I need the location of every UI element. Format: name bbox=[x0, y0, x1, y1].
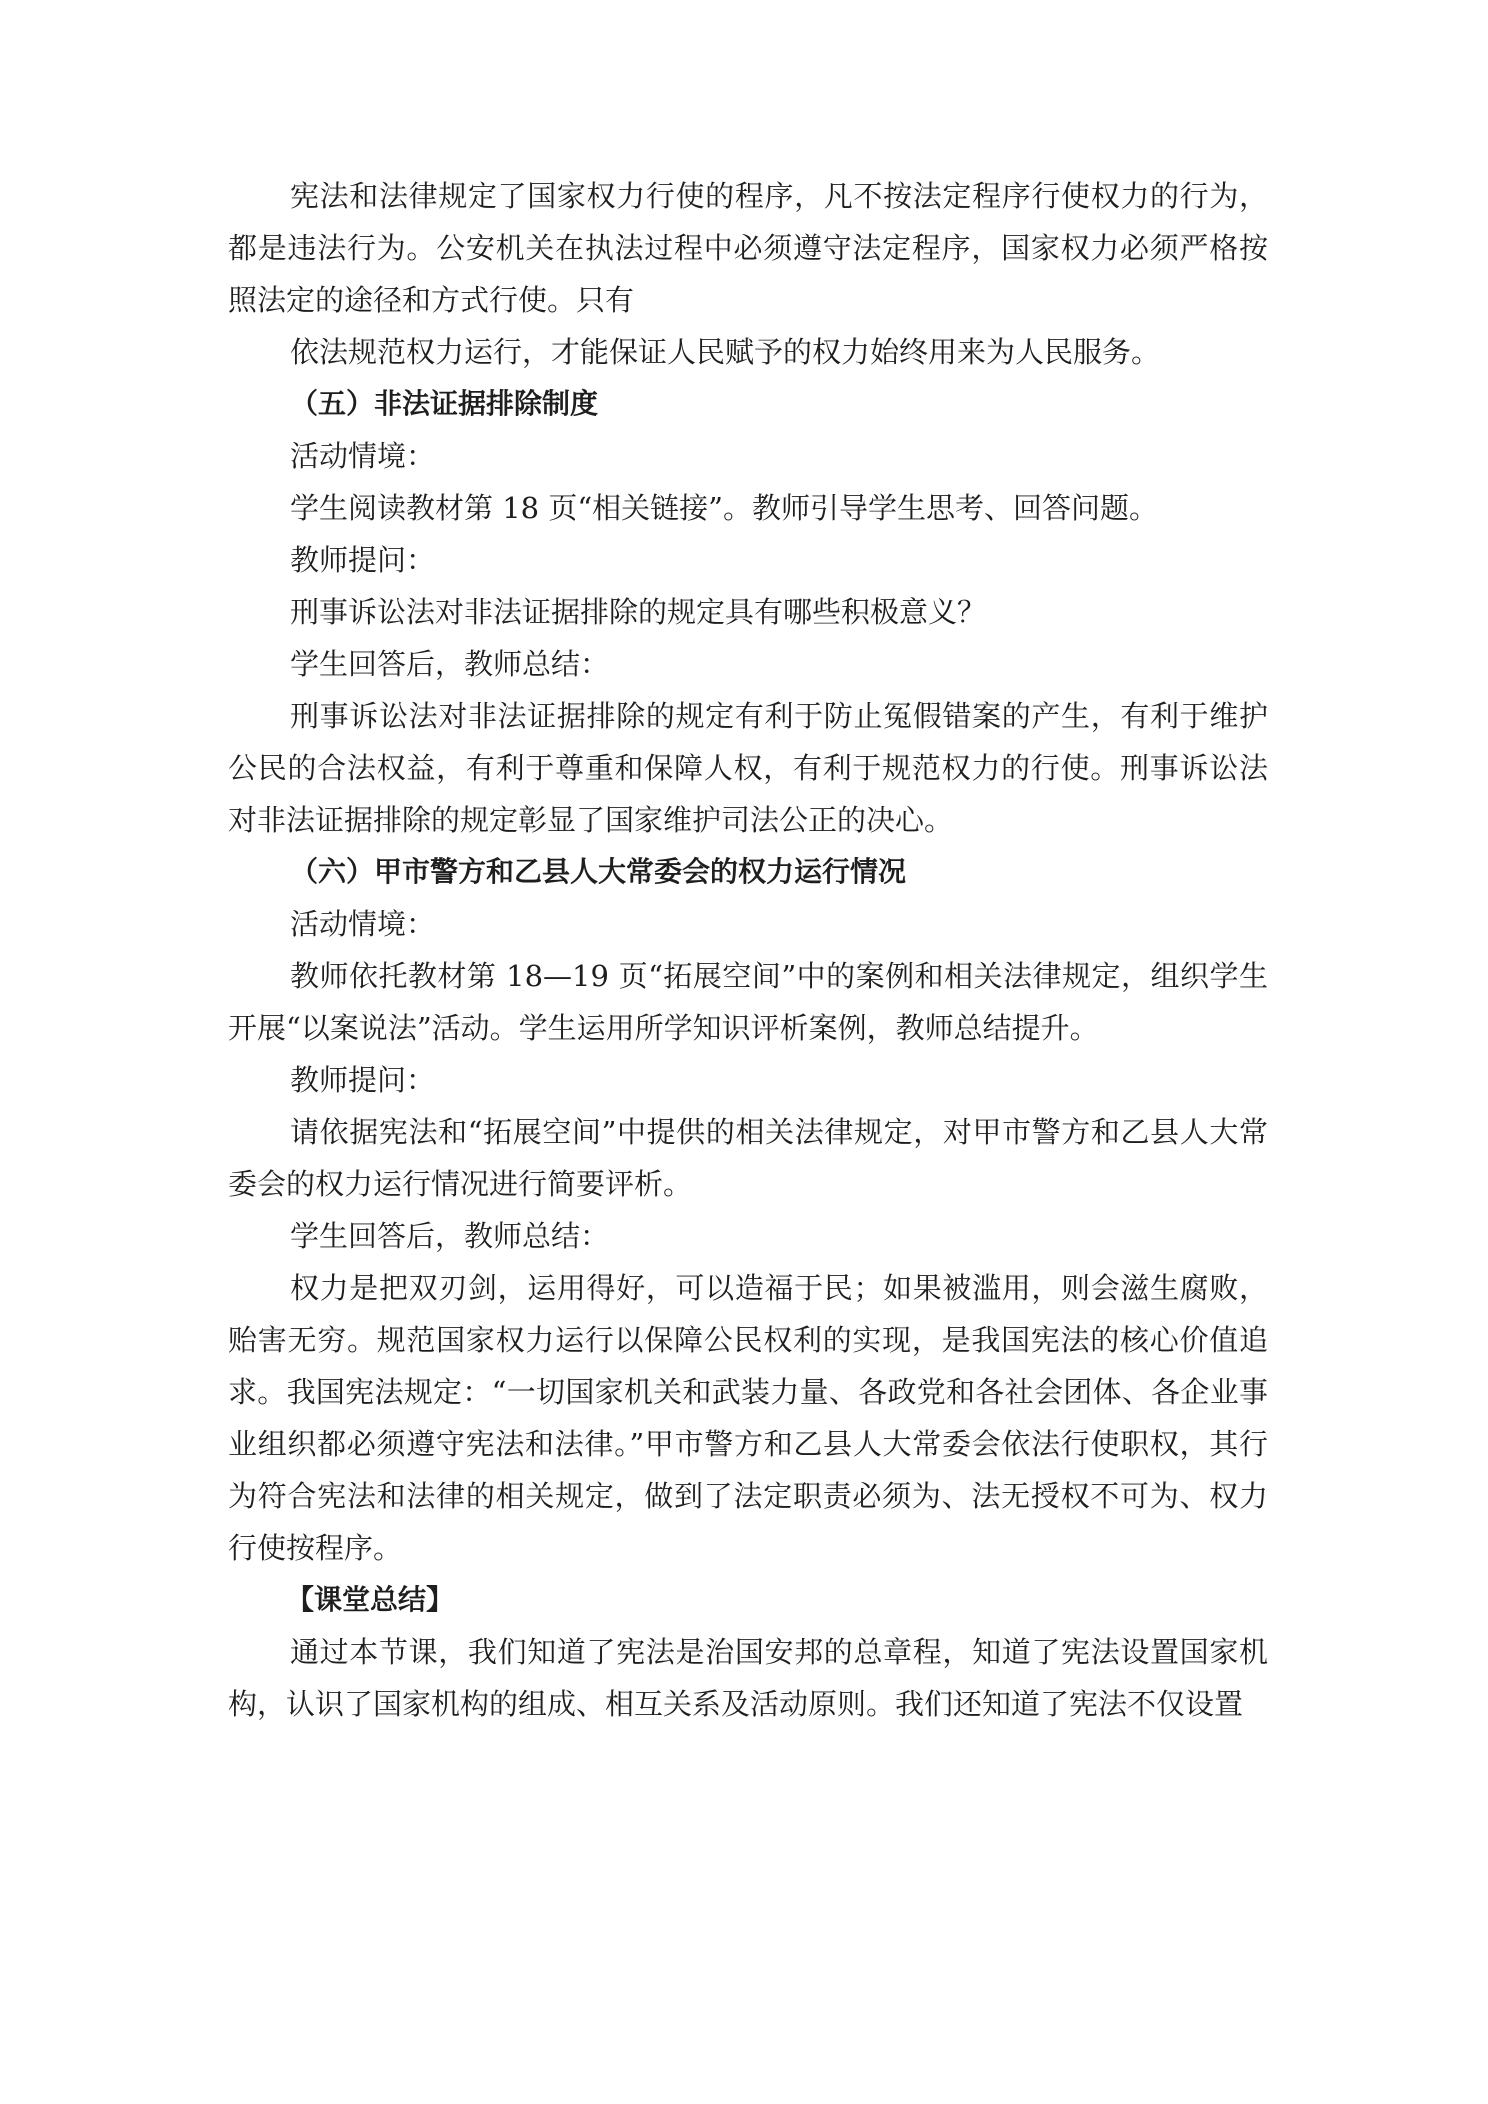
class-summary-text: 通过本节课，我们知道了宪法是治国安邦的总章程，知道了宪法设置国家机构，认识了国家机构的组成、相互关系及活动原则。我们还知道了宪法不仅设置 bbox=[228, 1635, 1268, 1721]
summary-label: 学生回答后，教师总结： bbox=[290, 647, 610, 681]
paragraph-procedure: 宪法和法律规定了国家权力行使的程序，凡不按法定程序行使权力的行为，都是违法行为。公安机关在执法过程中必须遵守法定程序，国家权力必须严格按照法定的途径和方式行使。只有 bbox=[228, 179, 1268, 317]
activity-label: 活动情境： bbox=[290, 907, 436, 941]
document-body bbox=[228, 170, 1268, 1730]
teacher-question-label: 教师提问： bbox=[290, 543, 436, 577]
activity-description: 教师依托教材第 18—19 页“拓展空间”中的案例和相关法律规定，组织学生开展“以案说法”活动。学生运用所学知识评析案例，教师总结提升。 bbox=[228, 959, 1268, 1045]
paragraph-procedure-continued: 依法规范权力运行，才能保证人民赋予的权力始终用来为人民服务。 bbox=[290, 335, 1161, 369]
summary-text: 权力是把双刃剑，运用得好，可以造福于民；如果被滥用，则会滋生腐败，贻害无穷。规范国家权力运行以保障公民权利的实现，是我国宪法的核心价值追求。我国宪法规定：“一切国家机关和武装力量、各政党和各社会团体、各企业事业组织都必须遵守宪法和法律。”甲市警方和乙县人大常委会依法行使职权，其行为符合宪法和法律的相关规定，做到了法定职责必须为、法无授权不可为、权力行使按程序。 bbox=[228, 1271, 1268, 1565]
activity-label: 活动情境： bbox=[290, 439, 436, 473]
section-heading-5: （五）非法证据排除制度 bbox=[290, 387, 599, 420]
class-summary-heading: 【课堂总结】 bbox=[286, 1583, 455, 1616]
teacher-question: 请依据宪法和“拓展空间”中提供的相关法律规定，对甲市警方和乙县人大常委会的权力运行情况进行简要评析。 bbox=[228, 1115, 1268, 1201]
activity-description: 学生阅读教材第 18 页“相关链接”。教师引导学生思考、回答问题。 bbox=[290, 491, 1158, 525]
summary-label: 学生回答后，教师总结： bbox=[290, 1219, 610, 1253]
section-heading-6: （六）甲市警方和乙县人大常委会的权力运行情况 bbox=[290, 855, 907, 888]
teacher-question-label: 教师提问： bbox=[290, 1063, 436, 1097]
teacher-question: 刑事诉讼法对非法证据排除的规定具有哪些积极意义？ bbox=[290, 595, 987, 629]
summary-text: 刑事诉讼法对非法证据排除的规定有利于防止冤假错案的产生，有利于维护公民的合法权益，有利于尊重和保障人权，有利于规范权力的行使。刑事诉讼法对非法证据排除的规定彰显了国家维护司法公正的决心。 bbox=[228, 699, 1268, 837]
